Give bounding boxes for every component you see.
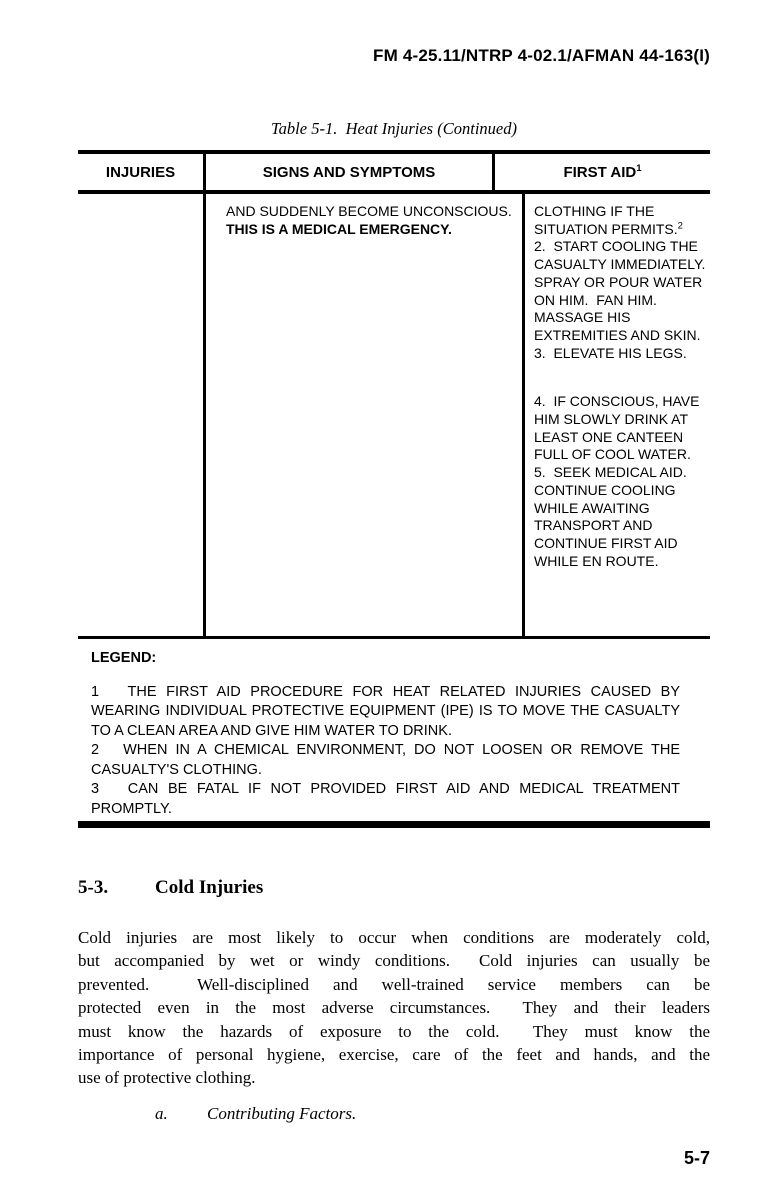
section-heading	[78, 877, 710, 899]
subsection-letter: a.	[155, 1103, 168, 1123]
section-title: Cold Injuries	[155, 877, 264, 898]
table-body-row	[78, 194, 710, 639]
column-header-first-aid	[492, 154, 710, 190]
footnote-2-marker: 2	[677, 220, 683, 232]
subsection-title: Contributing Factors.	[207, 1103, 357, 1123]
page-number: 5-7	[683, 1148, 710, 1168]
first-aid-footnote-marker: 1	[636, 163, 642, 174]
table-header-row	[78, 154, 710, 194]
column-header-injuries: INJURIES	[105, 164, 176, 181]
legend-label: LEGEND:	[91, 650, 157, 666]
section-number: 5-3.	[78, 877, 109, 898]
legend-note-2: 2 WHEN IN A CHEMICAL ENVIRONMENT, DO NOT LOOSEN OR REMOVE THE CASUALTY'S CLOTHING.	[91, 742, 680, 778]
legend-note-1: 1 THE FIRST AID PROCEDURE FOR HEAT RELATED INJURIES CAUSED BY WEARING INDIVIDUAL PROTECTIVE EQUIPMENT (IPE) IS TO MOVE THE CASUALTY TO A CLEAN AREA AND GIVE HIM WATER TO DRINK.	[91, 683, 680, 739]
signs-continuation: AND SUDDENLY BECOME UNCONSCIOUS.	[226, 203, 512, 219]
paragraph-line: prevented. Well-disciplined and well-trained service members can be	[78, 974, 710, 994]
section-paragraph	[78, 926, 710, 1090]
column-header-signs-and-symptoms: SIGNS AND SYMPTOMS	[203, 154, 492, 190]
table-legend	[78, 639, 710, 828]
paragraph-line: must know the hazards of exposure to the cold. They must know the	[78, 1021, 710, 1041]
cell-signs-and-symptoms	[203, 194, 522, 636]
first-aid-step-3: 3. ELEVATE HIS LEGS.	[534, 344, 687, 361]
legend-note-3: 3 CAN BE FATAL IF NOT PROVIDED FIRST AID AND MEDICAL TREATMENT PROMPTLY.	[91, 781, 680, 817]
paragraph-line: but accompanied by wet or windy conditions. Cold injuries can usually be	[78, 951, 710, 971]
cell-first-aid	[522, 194, 710, 636]
first-aid-continuation-text: CLOTHING IF THE SITUATION PERMITS.	[534, 203, 678, 237]
signs-emphasis: THIS IS A MEDICAL EMERGENCY.	[226, 220, 452, 237]
first-aid-step-4: 4. IF CONSCIOUS, HAVE HIM SLOWLY DRINK AT LEAST ONE CANTEEN FULL OF COOL WATER.	[534, 393, 700, 463]
table-title: Table 5-1. Heat Injuries (Continued)	[271, 119, 517, 138]
paragraph-line: use of protective clothing.	[78, 1068, 256, 1088]
paragraph-line: Cold injuries are most likely to occur when conditions are moderately cold,	[78, 928, 710, 947]
paragraph-line: importance of personal hygiene, exercise, care of the feet and hands, and the	[78, 1045, 710, 1065]
first-aid-label: FIRST AID	[563, 164, 637, 181]
first-aid-continuation	[534, 203, 706, 238]
subsection-item	[78, 1103, 710, 1125]
paragraph-line: protected even in the most adverse circumstances. They and their leaders	[78, 998, 710, 1018]
cell-injuries	[78, 194, 203, 636]
heat-injuries-table	[78, 150, 710, 828]
first-aid-step-2: 2. START COOLING THE CASUALTY IMMEDIATELY. SPRAY OR POUR WATER ON HIM. FAN HIM. MASSAGE HIS EXTREMITIES AND SKIN.	[534, 238, 706, 343]
first-aid-step-5: 5. SEEK MEDICAL AID. CONTINUE COOLING WHILE AWAITING TRANSPORT AND CONTINUE FIRST AID WHILE EN ROUTE.	[534, 464, 687, 569]
document-header: FM 4-25.11/NTRP 4-02.1/AFMAN 44-163(I)	[372, 46, 710, 65]
page-content	[78, 46, 710, 1125]
signs-text	[226, 203, 512, 238]
